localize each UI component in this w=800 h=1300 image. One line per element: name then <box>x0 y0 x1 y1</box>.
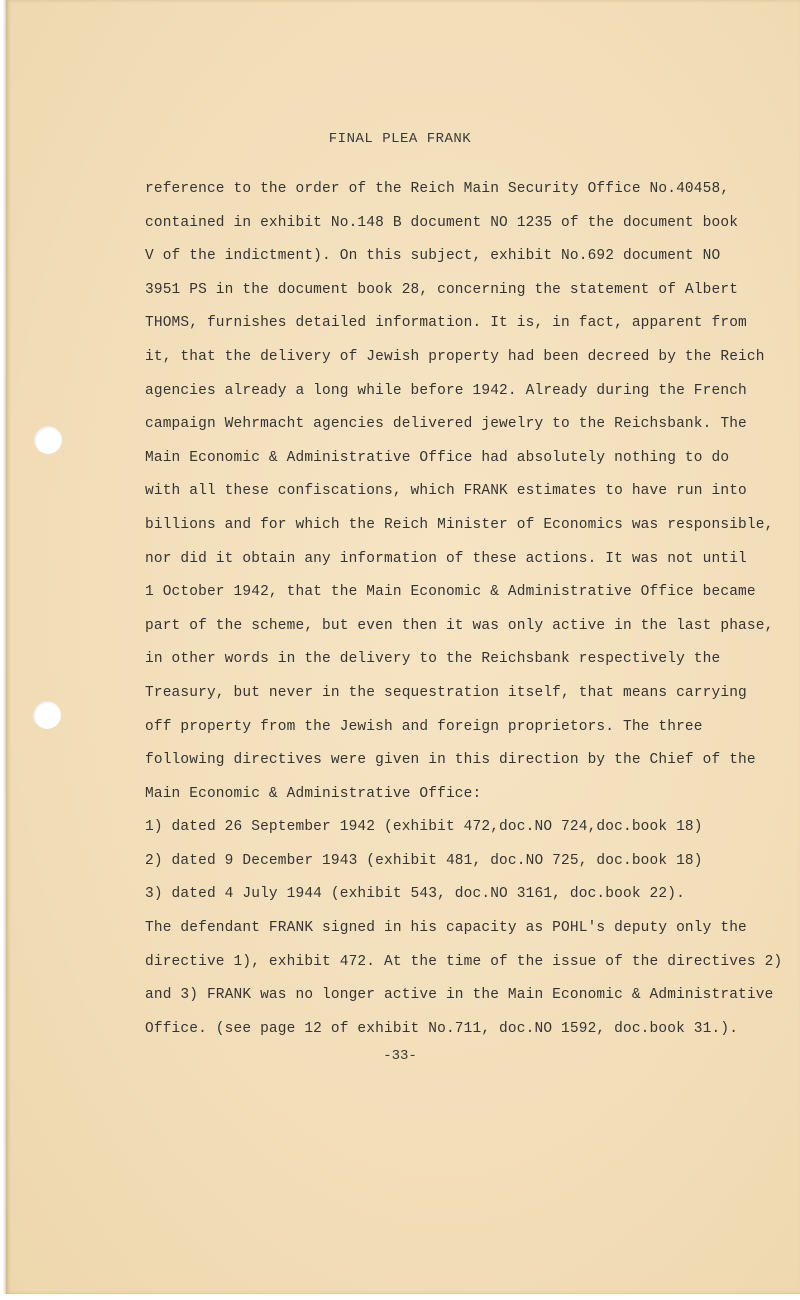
text-line: Office. (see page 12 of exhibit No.711, doc.NO 1592, doc.book 31.). <box>145 1020 739 1037</box>
text-line: Main Economic & Administrative Office had absolutely nothing to do <box>145 449 730 466</box>
body-text <box>145 173 785 1046</box>
text-line: Main Economic & Administrative Office: <box>145 785 482 802</box>
page-number: -33- <box>383 1048 417 1064</box>
text-line: it, that the delivery of Jewish property had been decreed by the Reich <box>145 348 765 365</box>
text-line: 1 October 1942, that the Main Economic & Administrative Office became <box>145 584 756 601</box>
scan-bottom-edge <box>0 1294 800 1300</box>
text-line: V of the indictment). On this subject, exhibit No.692 document NO <box>145 248 721 265</box>
page-title: FINAL PLEA FRANK <box>328 131 472 147</box>
text-line: 3951 PS in the document book 28, concerning the statement of Albert <box>145 281 739 298</box>
text-line: directive 1), exhibit 472. At the time of the issue of the directives 2) <box>145 953 783 970</box>
text-line: part of the scheme, but even then it was only active in the last phase, <box>145 617 774 634</box>
text-line: contained in exhibit No.148 B document NO 1235 of the document book <box>145 214 739 231</box>
text-line: agencies already a long while before 1942. Already during the French <box>145 382 747 399</box>
text-line: THOMS, furnishes detailed information. It is, in fact, apparent from <box>145 315 747 332</box>
text-line: and 3) FRANK was no longer active in the Main Economic & Administrative <box>145 987 774 1004</box>
text-line: 1) dated 26 September 1942 (exhibit 472,doc.NO 724,doc.book 18) <box>145 819 703 836</box>
text-line: 2) dated 9 December 1943 (exhibit 481, doc.NO 725, doc.book 18) <box>145 852 703 869</box>
text-line: nor did it obtain any information of these actions. It was not until <box>145 550 747 567</box>
text-line: with all these confiscations, which FRANK estimates to have run into <box>145 483 747 500</box>
text-line: Treasury, but never in the sequestration itself, that means carrying <box>145 684 747 701</box>
text-line: in other words in the delivery to the Reichsbank respectively the <box>145 651 721 668</box>
text-line: billions and for which the Reich Minister of Economics was responsible, <box>145 516 774 533</box>
text-line: campaign Wehrmacht agencies delivered jewelry to the Reichsbank. The <box>145 416 747 433</box>
punch-hole <box>33 701 61 729</box>
text-line: 3) dated 4 July 1944 (exhibit 543, doc.NO 3161, doc.book 22). <box>145 886 685 903</box>
punch-hole <box>34 426 62 454</box>
text-line: off property from the Jewish and foreign proprietors. The three <box>145 718 703 735</box>
text-line: The defendant FRANK signed in his capacity as POHL's deputy only the <box>145 920 747 937</box>
text-line: following directives were given in this direction by the Chief of the <box>145 752 756 769</box>
text-line: reference to the order of the Reich Main Security Office No.40458, <box>145 181 730 197</box>
